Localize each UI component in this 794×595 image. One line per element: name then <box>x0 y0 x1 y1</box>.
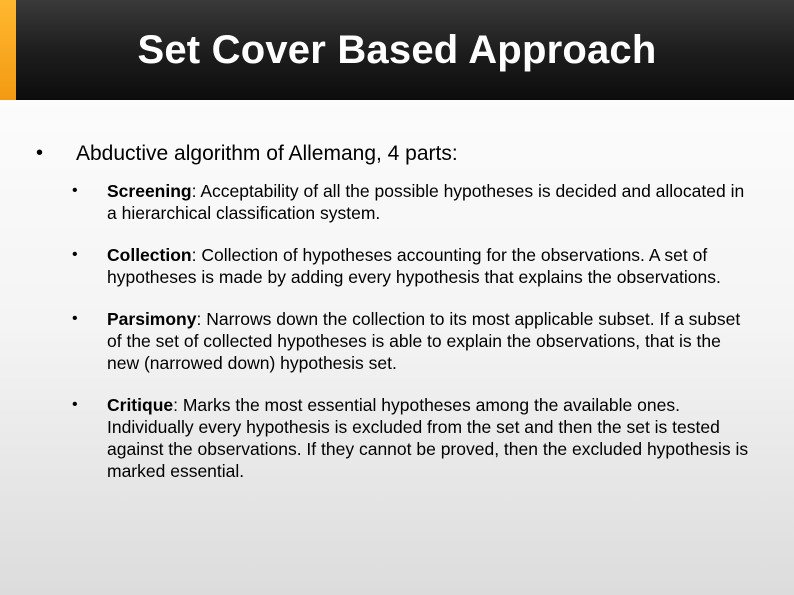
sub-bullet-term: Screening <box>107 181 192 201</box>
sub-bullet-description: : Narrows down the collection to its most applicable subset. If a subset of the set of collected hypotheses is able to explain the observations, that is the new (narrowed down) hypothesis set. <box>107 309 741 373</box>
sub-bullet-description: : Collection of hypotheses accounting for the observations. A set of hypotheses is made by adding every hypothesis that explains the observations. <box>107 245 721 287</box>
sub-bullet-text <box>107 180 757 224</box>
sub-bullet-description: : Marks the most essential hypotheses among the available ones. Individually every hypothesis is excluded from the set and then the set is tested against the observations. If they cannot be proved, then the excluded hypothesis is marked essential. <box>107 395 749 481</box>
bullet-marker: • <box>36 142 44 164</box>
title-bar <box>0 0 794 100</box>
sub-bullet-term: Collection <box>107 245 192 265</box>
sub-bullet-critique <box>0 394 794 482</box>
sub-bullet-screening <box>0 180 794 224</box>
slide-title: Set Cover Based Approach <box>137 28 657 72</box>
sub-bullet-term: Parsimony <box>107 309 197 329</box>
slide-content <box>0 140 794 502</box>
sub-bullet-collection <box>0 244 794 288</box>
bullet-marker: • <box>72 310 78 327</box>
main-bullet-text: Abductive algorithm of Allemang, 4 parts: <box>76 142 458 165</box>
sub-bullet-parsimony <box>0 308 794 374</box>
sub-bullet-description: : Acceptability of all the possible hypotheses is decided and allocated in a hierarchical classification system. <box>107 181 745 223</box>
sub-bullet-term: Critique <box>107 395 174 415</box>
bullet-marker: • <box>72 396 78 413</box>
bullet-marker: • <box>72 182 78 199</box>
sub-bullet-text <box>107 244 757 288</box>
sub-bullet-text <box>107 308 757 374</box>
bullet-marker: • <box>72 246 78 263</box>
main-bullet <box>0 140 794 180</box>
sub-bullet-text <box>107 394 757 482</box>
